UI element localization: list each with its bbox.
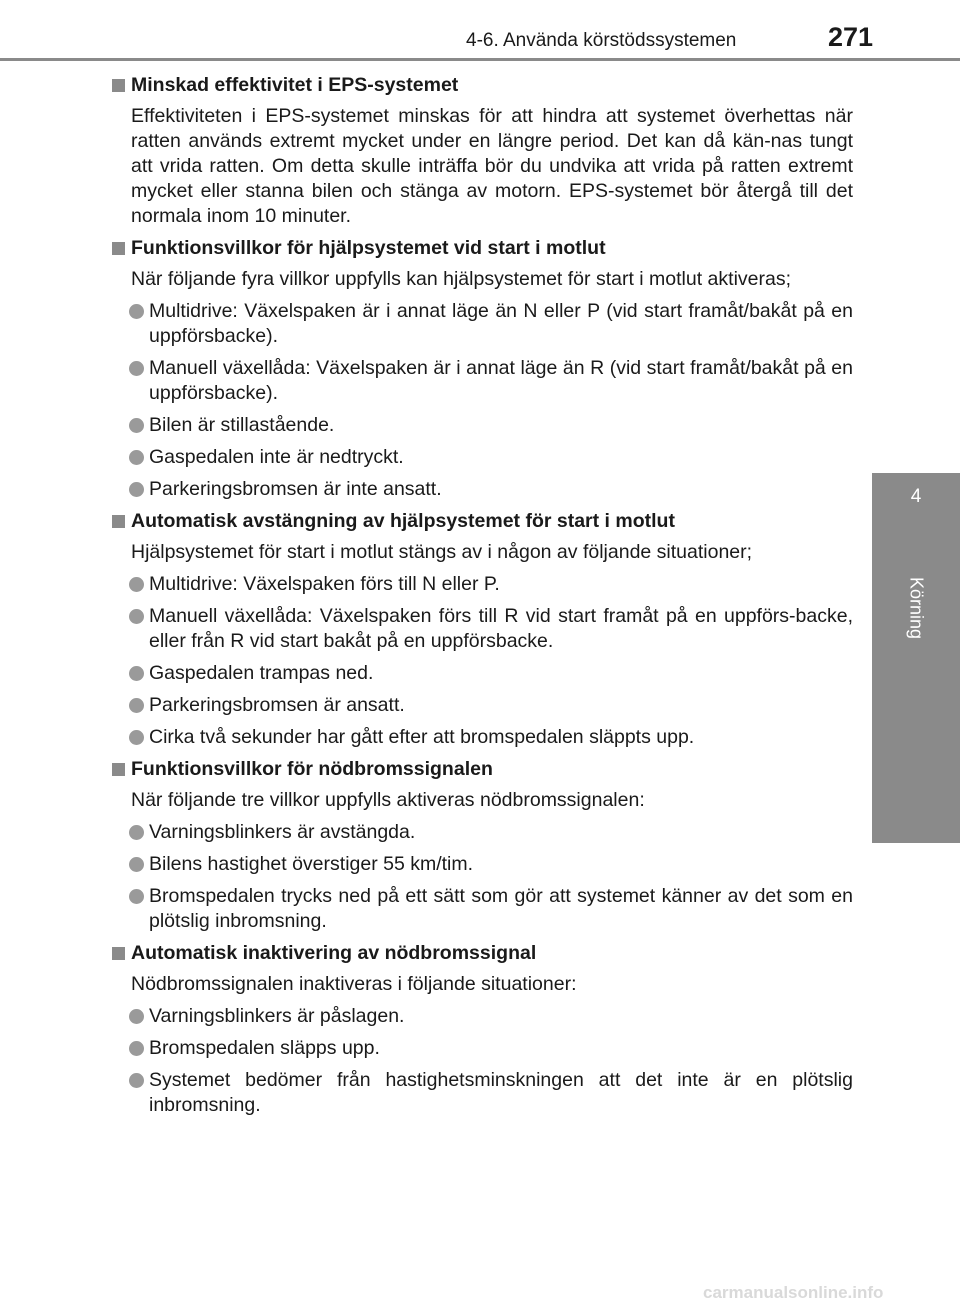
list-item [111,299,853,349]
list-item [111,852,853,877]
circle-bullet-icon [129,1073,144,1088]
list-item-text: Gaspedalen inte är nedtryckt. [149,446,404,468]
list-item [111,445,853,470]
list-item-text: Parkeringsbromsen är ansatt. [149,694,405,716]
list-item [111,477,853,502]
section-title-text: Minskad effektivitet i EPS-systemet [131,74,459,96]
circle-bullet-icon [129,1041,144,1056]
list-item [111,693,853,718]
page-header [0,0,960,62]
list-item-text: Bromspedalen trycks ned på ett sätt som gör att systemet känner av det som en plötslig inbromsning. [149,885,853,932]
list-item [111,884,853,934]
circle-bullet-icon [129,577,144,592]
list-item-text: Varningsblinkers är påslagen. [149,1005,405,1027]
circle-bullet-icon [129,418,144,433]
square-bullet-icon [112,763,125,776]
list-item-text: Manuell växellåda: Växelspaken förs till R vid start framåt på en uppförs-backe, eller från R vid start bakåt på en uppförsbacke. [149,605,853,652]
circle-bullet-icon [129,304,144,319]
list-item-text: Bilens hastighet överstiger 55 km/tim. [149,853,474,875]
section-title-text: Automatisk inaktivering av nödbromssignal [131,942,537,964]
section-title [111,73,853,98]
section-title [111,757,853,782]
list-item-text: Gaspedalen trampas ned. [149,662,374,684]
list-item [111,413,853,438]
section-title-text: Automatisk avstängning av hjälpsystemet för start i motlut [131,510,675,532]
list-item-text: Multidrive: Växelspaken är i annat läge än N eller P (vid start framåt/bakåt på en uppförsbacke). [149,300,853,347]
circle-bullet-icon [129,730,144,745]
list-item-text: Manuell växellåda: Växelspaken är i annat läge än R (vid start framåt/bakåt på en uppförsbacke). [149,357,853,404]
circle-bullet-icon [129,361,144,376]
section-title-text: Funktionsvillkor för hjälpsystemet vid start i motlut [131,237,606,259]
circle-bullet-icon [129,857,144,872]
list-item [111,1036,853,1061]
list-item-text: Multidrive: Växelspaken förs till N eller P. [149,573,500,595]
page-number: 271 [828,22,874,52]
circle-bullet-icon [129,609,144,624]
square-bullet-icon [112,515,125,528]
list-item-text: Cirka två sekunder har gått efter att bromspedalen släppts upp. [149,726,695,748]
list-item [111,661,853,686]
page-content [111,73,853,1118]
circle-bullet-icon [129,450,144,465]
circle-bullet-icon [129,1009,144,1024]
section-title [111,509,853,534]
list-item-text: Bromspedalen släpps upp. [149,1037,380,1059]
list-item [111,356,853,406]
square-bullet-icon [112,242,125,255]
section-header-title: 4-6. Använda körstödssystemen [466,30,737,51]
list-item [111,1068,853,1118]
list-item [111,1004,853,1029]
section-paragraph: När följande fyra villkor uppfylls kan hjälpsystemet för start i motlut aktiveras; [131,268,792,290]
list-item-text: Systemet bedömer från hastighetsminskningen att det inte är en plötslig inbromsning. [149,1069,853,1116]
section-title [111,941,853,966]
circle-bullet-icon [129,666,144,681]
list-item-text: Varningsblinkers är avstängda. [149,821,416,843]
list-item [111,725,853,750]
section-paragraph: När följande tre villkor uppfylls aktiveras nödbromssignalen: [131,789,645,811]
section-paragraph: Nödbromssignalen inaktiveras i följande situationer: [131,973,577,995]
footer-watermark: carmanualsonline.info [703,1283,884,1302]
chapter-tab-label: Körning [906,576,927,640]
list-item-text: Bilen är stillastående. [149,414,335,436]
list-item-text: Parkeringsbromsen är inte ansatt. [149,478,442,500]
section-paragraph: Effektiviteten i EPS-systemet minskas för att hindra att systemet överhettas när ratten används extremt mycket under en längre period. Det kan då kän-nas tungt att vrida ratten. Om detta skulle inträffa bör du undvika att vrida på ratten extremt mycket eller stanna bilen och stänga av motorn. EPS-systemet bör återgå till det normala inom 10 minuter. [131,105,853,227]
section-title [111,236,853,261]
chapter-tab-number: 4 [910,486,922,507]
list-item [111,604,853,654]
header-divider [0,58,960,61]
list-item [111,820,853,845]
list-item [111,572,853,597]
circle-bullet-icon [129,482,144,497]
chapter-side-tab [872,473,960,843]
circle-bullet-icon [129,889,144,904]
section-title-text: Funktionsvillkor för nödbromssignalen [131,758,493,780]
section-paragraph: Hjälpsystemet för start i motlut stängs av i någon av följande situationer; [131,541,753,563]
circle-bullet-icon [129,698,144,713]
circle-bullet-icon [129,825,144,840]
square-bullet-icon [112,947,125,960]
square-bullet-icon [112,79,125,92]
